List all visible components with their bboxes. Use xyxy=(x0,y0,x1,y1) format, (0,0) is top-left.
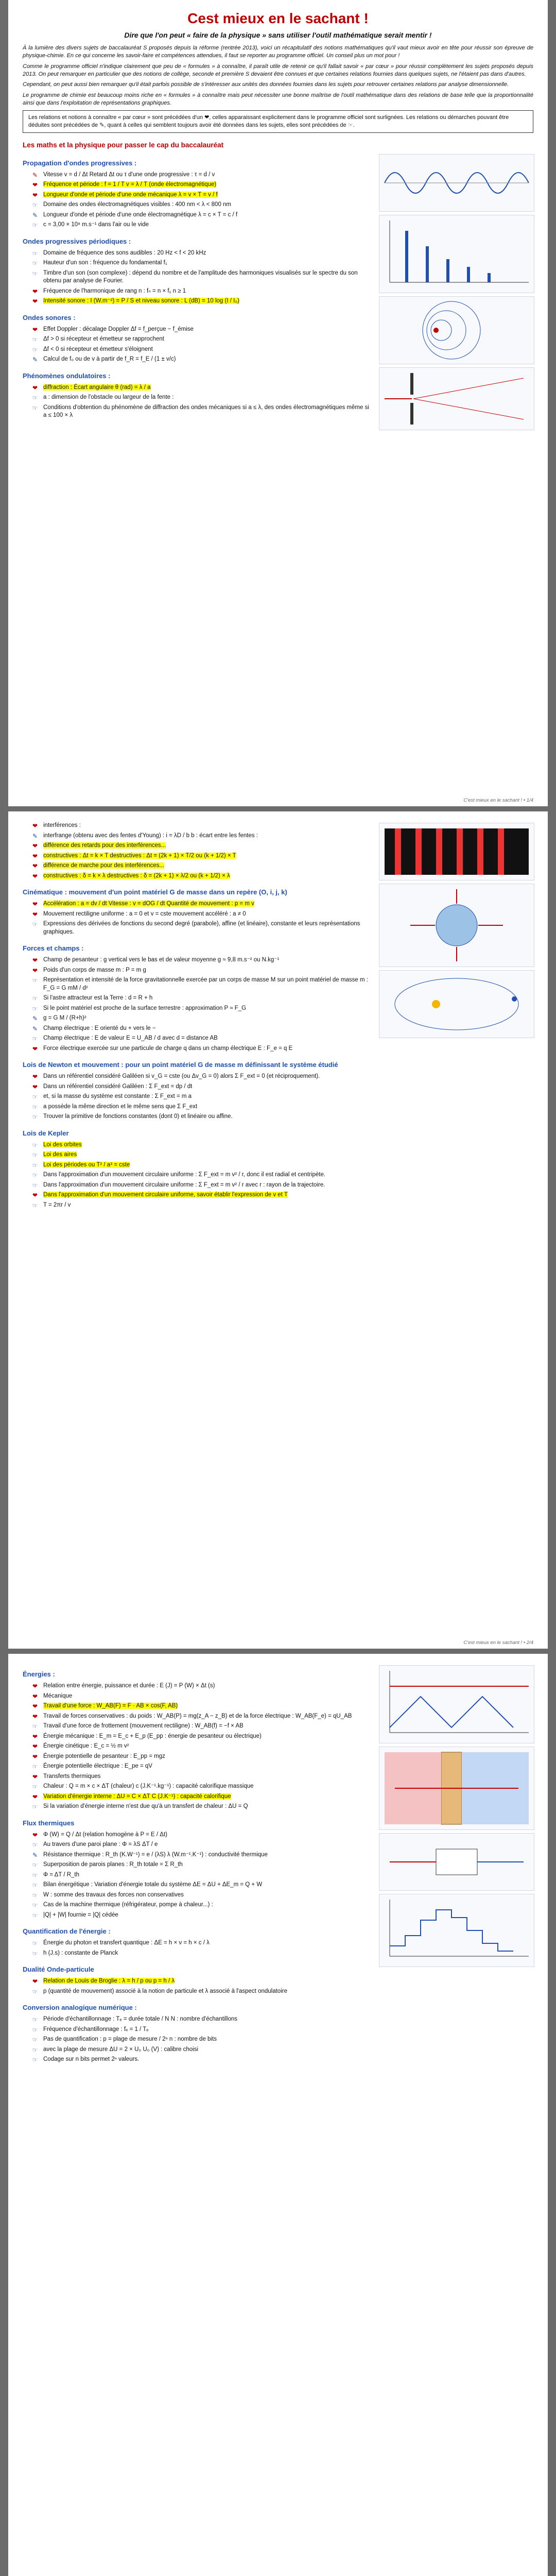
formula-item xyxy=(30,268,373,286)
formula-text: Loi des aires xyxy=(43,1151,77,1158)
intro-paragraph: À la lumière des divers sujets de baccalauréat S proposés depuis la réforme (rentrée 2013), voici un récapitulatif des notions mathématiques qu'il vaut mieux avoir en tête pour réussir son épreuve de physique-chimie. En ce qui concerne les savoir-faire et compétences attendues, il faut se reporter au programme officiel. Un conseil plus un mot pour ! xyxy=(23,45,533,59)
formula-text: Φ (W) = Q / Δt (relation homogène à P = E / Δt) xyxy=(43,1831,168,1838)
formula-text: T = 2πr / v xyxy=(43,1201,71,1208)
formula-text: Dans un référentiel considéré Galiléen : Σ F_ext = dp / dt xyxy=(43,1083,193,1090)
sections-container xyxy=(23,152,373,433)
formula-item xyxy=(30,1741,373,1752)
formula-text: Mouvement rectiligne uniforme : a = 0 et v = cste mouvement accéléré : a ≠ 0 xyxy=(43,910,246,917)
formula-text: Variation d'énergie interne : ΔU = C × ΔT C (J.K⁻¹) : capacité calorifique xyxy=(43,1793,231,1800)
formula-item xyxy=(30,1900,373,1910)
formula-text: Représentation et intensité de la force gravitationnelle exercée par un corps de masse M sur un point matériel de masse m : F_G = G mM / d² xyxy=(43,977,368,991)
formula-item xyxy=(30,1044,373,1054)
formula-text: Relation de Louis de Broglie : λ = h / p ou p = h / λ xyxy=(43,1978,175,1985)
formula-text: Transferts thermiques xyxy=(43,1773,101,1780)
pointing-hand-icon: ☞ xyxy=(32,977,38,985)
item-list xyxy=(23,1140,373,1211)
formula-item xyxy=(30,909,373,920)
pointing-hand-icon: ☞ xyxy=(32,1161,38,1169)
formula-item xyxy=(30,821,373,831)
pencil-icon: ✎ xyxy=(32,1851,38,1859)
heart-icon: ❤ xyxy=(32,1743,38,1751)
formula-item xyxy=(30,1938,373,1948)
pointing-hand-icon: ☞ xyxy=(32,1141,38,1149)
pointing-hand-icon: ☞ xyxy=(32,1005,38,1012)
pointing-hand-icon: ☞ xyxy=(32,2056,38,2064)
pointing-hand-icon: ☞ xyxy=(32,404,38,412)
formula-text: Travail d'une force : W_AB(F) = F · AB × cos(F, AB) xyxy=(43,1703,178,1709)
formula-item xyxy=(30,190,373,200)
heart-icon: ❤ xyxy=(32,910,38,918)
pointing-hand-icon: ☞ xyxy=(32,1882,38,1889)
formula-text: Intensité sonore : I (W.m⁻²) = P / S et niveau sonore : L (dB) = 10 log (I / I₀) xyxy=(43,298,239,304)
formula-item xyxy=(30,1830,373,1840)
formula-text: Hauteur d'un son : fréquence du fondamental f₁ xyxy=(43,260,167,266)
heart-icon: ❤ xyxy=(32,384,38,392)
formula-item xyxy=(30,1860,373,1870)
formula-text: |Q| + |W| fournie = |Q| cédée xyxy=(43,1911,118,1918)
pointing-hand-icon: ☞ xyxy=(32,1103,38,1111)
pointing-hand-icon: ☞ xyxy=(32,1151,38,1159)
formula-text: Longueur d'onde et période d'une onde électromagnétique λ = c × T = c / f xyxy=(43,211,238,218)
pencil-icon: ✎ xyxy=(32,1015,38,1023)
formula-item xyxy=(30,1072,373,1082)
figures-column xyxy=(379,821,533,1211)
heart-icon: ❤ xyxy=(32,191,38,199)
formula-item xyxy=(30,1160,373,1171)
pointing-hand-icon: ☞ xyxy=(32,2046,38,2054)
formula-item xyxy=(30,1890,373,1901)
heart-icon: ❤ xyxy=(32,326,38,333)
formula-text: Énergie cinétique : E_c = ½ m v² xyxy=(43,1743,129,1750)
formula-text: Loi des orbites xyxy=(43,1141,82,1148)
formula-text: interférences : xyxy=(43,822,81,828)
pointing-hand-icon: ☞ xyxy=(32,1841,38,1849)
wave-figure xyxy=(379,154,534,212)
formula-item xyxy=(30,200,373,210)
formula-text: Fréquence de l'harmonique de rang n : fₙ = n × f₁ n ≥ 1 xyxy=(43,287,186,294)
heart-icon: ❤ xyxy=(32,957,38,964)
formula-item xyxy=(30,393,373,403)
pointing-hand-icon: ☞ xyxy=(32,995,38,1003)
heart-icon: ❤ xyxy=(32,1683,38,1690)
formula-item xyxy=(30,354,373,365)
pencil-icon: ✎ xyxy=(32,1025,38,1032)
formula-item xyxy=(30,965,373,976)
formula-item xyxy=(30,286,373,297)
formula-item xyxy=(30,993,373,1004)
item-list xyxy=(23,821,373,881)
formula-item xyxy=(30,1782,373,1792)
heart-icon: ❤ xyxy=(32,852,38,860)
formula-text: Travail d'une force de frottement (mouvement rectiligne) : W_AB(f) = −f × AB xyxy=(43,1723,244,1730)
item-list xyxy=(23,325,373,365)
formula-text: Domaine des ondes électromagnétiques visibles : 400 nm < λ < 800 nm xyxy=(43,201,232,208)
heart-icon: ❤ xyxy=(32,901,38,908)
section-title: Lois de Kepler xyxy=(23,1129,69,1137)
formula-text: Longueur d'onde et période d'une onde mécanique λ = v × T = v / f xyxy=(43,191,218,198)
formula-item xyxy=(30,296,373,307)
formula-text: interfrange (obtenu avec des fentes d'Young) : i = λD / b b : écart entre les fentes : xyxy=(43,832,258,839)
part-title: Les maths et la physique pour passer le cap du baccalauréat xyxy=(23,141,224,149)
formula-text: Énergie du photon et transfert quantique : ΔE = h × ν = h × c / λ xyxy=(43,1940,210,1946)
pointing-hand-icon: ☞ xyxy=(32,336,38,344)
page-footer: C'est mieux en le sachant ! • 1/4 xyxy=(463,798,533,803)
doppler-figure xyxy=(379,296,534,364)
page-footer: C'est mieux en le sachant ! • 2/4 xyxy=(463,1640,533,1646)
formula-text: p (quantité de mouvement) associé à la notion de particule et λ associé à l'aspect ondulatoire xyxy=(43,1988,287,1994)
pointing-hand-icon: ☞ xyxy=(32,1201,38,1209)
formula-text: Codage sur n bits permet 2ⁿ valeurs. xyxy=(43,2056,140,2063)
formula-text: Vitesse v = d / Δt Retard Δt ou τ d'une onde progressive : τ = d / v xyxy=(43,171,215,178)
pencil-icon: ✎ xyxy=(32,356,38,364)
formula-text: Timbre d'un son (son complexe) : dépend du nombre et de l'amplitude des harmoniques visualisés sur le spectre du son obtenu par analyse de Fourier. xyxy=(43,269,358,284)
kepler-figure xyxy=(379,970,534,1038)
intro-paragraph: Comme le programme officiel n'indique clairement que peu de « formules » à connaître, il paraît utile de retenir ce qu'il fallait savoir « par cœur » pour réussir complètement les sujets proposés depuis 2013. On peut remarquer en particulier que des notions de collège, seconde et première S devaient être connues et que certaines relations fournies dans quelques sujets, ne l'étaient pas dans d'autres. xyxy=(23,63,533,77)
formula-text: Champ de pesanteur : g vertical vers le bas et de valeur moyenne g ≈ 9,8 m.s⁻² ou N.kg⁻¹ xyxy=(43,957,280,963)
formula-item xyxy=(30,1987,373,1997)
pointing-hand-icon: ☞ xyxy=(32,2026,38,2033)
heart-icon: ❤ xyxy=(32,1192,38,1199)
formula-item xyxy=(30,1180,373,1191)
item-list xyxy=(23,1072,373,1122)
formula-item xyxy=(30,831,373,841)
heart-icon: ❤ xyxy=(32,1793,38,1801)
heart-icon: ❤ xyxy=(32,1083,38,1091)
formula-text: Relation entre énergie, puissance et durée : E (J) = P (W) × Δt (s) xyxy=(43,1683,215,1689)
item-list xyxy=(23,1681,373,1812)
formula-text: différence de marche pour des interférences... xyxy=(43,862,165,869)
pencil-icon: ✎ xyxy=(32,171,38,179)
pointing-hand-icon: ☞ xyxy=(32,1093,38,1101)
sampling-figure xyxy=(379,1894,534,1967)
formula-item xyxy=(30,334,373,345)
pointing-hand-icon: ☞ xyxy=(32,1035,38,1043)
pointing-hand-icon: ☞ xyxy=(32,1803,38,1811)
legend-note: Les relations et notions à connaître « par cœur » sont précédées d'un ❤, celles apparaissant explicitement dans le programme officiel sont surlignées. Les relations ou démarches pouvant être déduites sont précédées de ✎, quant à celles qui semblent toujours avoir été données dans les sujets, elles sont précédées de ☞. xyxy=(23,110,533,133)
formula-item xyxy=(30,1772,373,1782)
heart-icon: ❤ xyxy=(32,842,38,850)
heart-icon: ❤ xyxy=(32,181,38,189)
formula-item xyxy=(30,1840,373,1850)
formula-text: Chaleur : Q = m × c × ΔT (chaleur) c (J.K⁻¹.kg⁻¹) : capacité calorifique massique xyxy=(43,1783,254,1790)
pointing-hand-icon: ☞ xyxy=(32,1988,38,1995)
pointing-hand-icon: ☞ xyxy=(32,2036,38,2044)
section-title: Quantification de l'énergie : xyxy=(23,1927,111,1936)
section-title: Phénomènes ondulatoires : xyxy=(23,371,111,380)
formula-text: Φ = ΔT / R_th xyxy=(43,1871,80,1878)
formula-item xyxy=(30,871,373,882)
heart-icon: ❤ xyxy=(32,967,38,974)
formula-item xyxy=(30,1092,373,1102)
formula-item xyxy=(30,1691,373,1702)
pointing-hand-icon: ☞ xyxy=(32,222,38,229)
pointing-hand-icon: ☞ xyxy=(32,1902,38,1909)
formula-item xyxy=(30,841,373,851)
item-list xyxy=(23,1976,373,1996)
formula-text: Énergie potentielle électrique : E_pe = qV xyxy=(43,1763,152,1770)
interference-figure xyxy=(379,823,534,880)
formula-item xyxy=(30,1732,373,1742)
formula-text: différence des retards pour des interférences... xyxy=(43,842,166,849)
formula-item xyxy=(30,1033,373,1044)
heart-icon: ❤ xyxy=(32,298,38,306)
formula-item xyxy=(30,220,373,230)
formula-item xyxy=(30,1024,373,1034)
section-title: Conversion analogique numérique : xyxy=(23,2004,137,2012)
formula-item xyxy=(30,258,373,268)
formula-item xyxy=(30,1802,373,1812)
heart-icon: ❤ xyxy=(32,1703,38,1710)
pointing-hand-icon: ☞ xyxy=(32,1911,38,1919)
formula-text: Dans un référentiel considéré Galiléen si v_G = cste (ou Δv_G = 0) alors Σ F_ext = 0 (et réciproquement). xyxy=(43,1073,320,1080)
section-title: Ondes sonores : xyxy=(23,313,76,321)
figures-column xyxy=(379,152,533,433)
formula-item xyxy=(30,180,373,190)
pointing-hand-icon: ☞ xyxy=(32,1113,38,1121)
pointing-hand-icon: ☞ xyxy=(32,921,38,928)
formula-item xyxy=(30,170,373,180)
formula-text: Domaine de fréquence des sons audibles : 20 Hz < f < 20 kHz xyxy=(43,249,206,256)
pointing-hand-icon: ☞ xyxy=(32,1940,38,1947)
pointing-hand-icon: ☞ xyxy=(32,1861,38,1869)
formula-item xyxy=(30,1701,373,1711)
pointing-hand-icon: ☞ xyxy=(32,394,38,402)
formula-item xyxy=(30,861,373,871)
formula-text: g = G M / (R+h)² xyxy=(43,1015,86,1022)
formula-item xyxy=(30,1102,373,1112)
formula-item xyxy=(30,2014,373,2025)
heart-icon: ❤ xyxy=(32,1733,38,1740)
formula-text: a possède la même direction et le même sens que Σ F_ext xyxy=(43,1103,198,1110)
formula-text: Champ électrique : E de valeur E = U_AB / d avec d = distance AB xyxy=(43,1035,218,1042)
formula-text: Δf > 0 si récepteur et émetteur se rapprochent xyxy=(43,336,164,343)
formula-item xyxy=(30,1870,373,1880)
document-subtitle: Dire que l'on peut « faire de la physique » sans utiliser l'outil mathématique serait mentir ! xyxy=(124,31,432,39)
section-title: Cinématique : mouvement d'un point matériel G de masse dans un repère (O, i, j, k) xyxy=(23,888,287,896)
formula-text: Effet Doppler : décalage Doppler Δf = f_perçue − f_émise xyxy=(43,326,194,332)
formula-text: constructives : Δt = k × T destructives : Δt = (2k + 1) × T/2 ou (k + 1/2) × T xyxy=(43,852,236,859)
formula-item xyxy=(30,1976,373,1987)
formula-text: Si la variation d'énergie interne n'est due qu'à un transfert de chaleur : ΔU = Q xyxy=(43,1803,248,1810)
formula-item xyxy=(30,1190,373,1200)
formula-text: Trouver la primitive de fonctions constantes (dont 0) et linéaire ou affine. xyxy=(43,1113,233,1120)
formula-item xyxy=(30,2025,373,2035)
formula-item xyxy=(30,1013,373,1024)
formula-item xyxy=(30,1850,373,1860)
formula-text: Résistance thermique : R_th (K.W⁻¹) = e / (λS) λ (W.m⁻¹.K⁻¹) : conductivité thermique xyxy=(43,1851,268,1858)
heart-icon: ❤ xyxy=(32,1045,38,1053)
formula-text: Δf < 0 si récepteur et émetteur s'éloignent xyxy=(43,346,153,352)
section-title: Propagation d'ondes progressives : xyxy=(23,159,137,167)
formula-text: Dans l'approximation d'un mouvement circulaire uniforme : Σ F_ext = m v² / r, donc il est radial et centripète. xyxy=(43,1172,326,1178)
pointing-hand-icon: ☞ xyxy=(32,2016,38,2024)
heart-icon: ❤ xyxy=(32,862,38,870)
formula-text: Cas de la machine thermique (réfrigérateur, pompe à chaleur...) : xyxy=(43,1902,213,1908)
pointing-hand-icon: ☞ xyxy=(32,201,38,209)
formula-text: Calcul de f₀ ou de v à partir de f_R = f_E / (1 ± v/c) xyxy=(43,356,176,363)
sections-container xyxy=(23,821,373,1211)
pointing-hand-icon: ☞ xyxy=(32,1891,38,1899)
formula-item xyxy=(30,1004,373,1014)
formula-item xyxy=(30,210,373,221)
formula-text: Fréquence et période : f = 1 / T v = λ / T (onde électromagnétique) xyxy=(43,181,217,188)
heart-icon: ❤ xyxy=(32,1978,38,1986)
item-list xyxy=(23,2014,373,2065)
pointing-hand-icon: ☞ xyxy=(32,1783,38,1791)
formula-item xyxy=(30,325,373,335)
formula-item xyxy=(30,1082,373,1092)
formula-text: Loi des périodes ou T² / a³ = cste xyxy=(43,1161,130,1168)
formula-item xyxy=(30,1948,373,1959)
pointing-hand-icon: ☞ xyxy=(32,1172,38,1179)
item-list xyxy=(23,955,373,1054)
machine-figure xyxy=(379,1833,534,1891)
formula-text: Travail de forces conservatives : du poids : W_AB(P) = mg(z_A − z_B) et de la force électrique : W_AB(F_e) = qU_AB xyxy=(43,1713,352,1719)
formula-item xyxy=(30,403,373,421)
formula-item xyxy=(30,1721,373,1732)
formula-text: Accélération : a = dv / dt Vitesse : v = dOG / dt Quantité de mouvement : p = m v xyxy=(43,901,254,907)
formula-text: diffraction : Écart angulaire θ (rad) = λ / a xyxy=(43,384,151,391)
formula-item xyxy=(30,1711,373,1722)
pointing-hand-icon: ☞ xyxy=(32,1871,38,1879)
formula-text: Conditions d'obtention du phénomène de diffraction des ondes mécaniques si a ≤ λ, des ondes électromagnétiques même si a ≤ 100 × λ xyxy=(43,404,369,419)
formula-item xyxy=(30,1170,373,1180)
figures-column xyxy=(379,1663,533,2065)
item-list xyxy=(23,170,373,230)
heart-icon: ❤ xyxy=(32,287,38,295)
page-1 xyxy=(8,0,548,806)
field-figure xyxy=(379,884,534,967)
formula-item xyxy=(30,1792,373,1802)
formula-text: Mécanique xyxy=(43,1692,73,1699)
spectrum-figure xyxy=(379,215,534,293)
formula-text: Pas de quantification : p = plage de mesure / 2ⁿ n : nombre de bits xyxy=(43,2036,217,2043)
formula-item xyxy=(30,851,373,861)
pointing-hand-icon: ☞ xyxy=(32,346,38,353)
formula-item xyxy=(30,899,373,909)
formula-text: Force électrique exercée sur une particule de charge q dans un champ électrique E : F_e = q E xyxy=(43,1045,293,1052)
formula-text: Superposition de parois planes : R_th totale = Σ R_th xyxy=(43,1861,183,1868)
formula-text: constructives : δ = k × λ destructives : δ = (2k + 1) × λ/2 ou (k + 1/2) × λ xyxy=(43,872,230,879)
formula-item xyxy=(30,919,373,937)
formula-item xyxy=(30,975,373,993)
formula-text: a : dimension de l'obstacle ou largeur de la fente : xyxy=(43,394,174,401)
intro-paragraph: Le programme de chimie est beaucoup moins riche en « formules » à connaître mais peut nécessiter une bonne maîtrise de l'outil mathématique dans des relations de base telle que la proportionnalité ainsi que dans l'exploitation de représentations graphiques. xyxy=(23,92,533,107)
formula-text: Dans l'approximation d'un mouvement circulaire uniforme : Σ F_ext = m v² / r avec r : rayon de la trajectoire. xyxy=(43,1181,325,1188)
formula-text: et, si la masse du système est constante : Σ F_ext = m a xyxy=(43,1093,192,1100)
formula-text: Poids d'un corps de masse m : P = m g xyxy=(43,967,146,973)
formula-item xyxy=(30,2045,373,2055)
formula-text: Au travers d'une paroi plane : Φ = λS ΔT / e xyxy=(43,1841,158,1848)
pencil-icon: ✎ xyxy=(32,832,38,840)
formula-item xyxy=(30,2035,373,2045)
item-list xyxy=(23,899,373,937)
formula-text: W : somme des travaux des forces non conservatives xyxy=(43,1891,184,1898)
sections-container xyxy=(23,1663,373,2065)
page-3 xyxy=(8,1654,548,2576)
formula-text: Énergie mécanique : E_m = E_c + E_p (E_pp : énergie de pesanteur ou électrique) xyxy=(43,1733,262,1739)
formula-text: Expressions des dérivées de fonctions du second degré (parabole), affine (et linéaire), constante et leurs représentations graphiques. xyxy=(43,921,360,935)
section-title: Lois de Newton et mouvement : pour un point matériel G de masse m définissant le système étudié xyxy=(23,1061,338,1069)
section-title: Flux thermiques xyxy=(23,1819,75,1827)
formula-text: Énergie potentielle de pesanteur : E_pp = mgz xyxy=(43,1753,165,1759)
heart-icon: ❤ xyxy=(32,1773,38,1781)
formula-item xyxy=(30,1752,373,1762)
formula-item xyxy=(30,383,373,393)
pointing-hand-icon: ☞ xyxy=(32,1950,38,1957)
formula-item xyxy=(30,955,373,965)
formula-text: c = 3,00 × 10⁸ m.s⁻¹ dans l'air ou le vide xyxy=(43,222,149,228)
section-title: Forces et champs : xyxy=(23,944,84,953)
pointing-hand-icon: ☞ xyxy=(32,260,38,267)
section-title: Dualité Onde-particule xyxy=(23,1965,94,1974)
heart-icon: ❤ xyxy=(32,1692,38,1700)
formula-text: Période d'échantillonnage : Tₑ = durée totale / N N : nombre d'échantillons xyxy=(43,2016,238,2023)
formula-text: h (J.s) : constante de Planck xyxy=(43,1950,118,1956)
formula-text: Si l'astre attracteur est la Terre : d = R + h xyxy=(43,995,153,1002)
formula-item xyxy=(30,1880,373,1890)
intro xyxy=(23,44,533,107)
pointing-hand-icon: ☞ xyxy=(32,1181,38,1189)
pencil-icon: ✎ xyxy=(32,211,38,219)
pointing-hand-icon: ☞ xyxy=(32,269,38,277)
formula-text: Si le point matériel est proche de la surface terrestre : approximation P ≈ F_G xyxy=(43,1005,247,1011)
intro-paragraph: Cependant, on peut aussi bien remarquer qu'il était parfois possible de s'intéresser aux unités des données fournies dans les sujets pour retrouver certaines relations par analyse dimensionnelle. xyxy=(23,81,509,88)
formula-text: Dans l'approximation d'un mouvement circulaire uniforme, savoir établir l'expression de v et T xyxy=(43,1192,288,1198)
item-list xyxy=(23,1938,373,1958)
formula-item xyxy=(30,1150,373,1160)
heart-icon: ❤ xyxy=(32,1713,38,1720)
formula-item xyxy=(30,2055,373,2065)
energy-graph-figure xyxy=(379,1665,534,1743)
pointing-hand-icon: ☞ xyxy=(32,1723,38,1731)
heart-icon: ❤ xyxy=(32,1073,38,1081)
heart-icon: ❤ xyxy=(32,872,38,880)
formula-item xyxy=(30,1140,373,1150)
item-list xyxy=(23,383,373,421)
formula-text: avec la plage de mesure ΔU = 2 × U₀ U₀ (V) : calibre choisi xyxy=(43,2046,199,2053)
formula-item xyxy=(30,1112,373,1122)
formula-item xyxy=(30,1200,373,1211)
item-list xyxy=(23,1830,373,1921)
formula-item xyxy=(30,1681,373,1691)
formula-item xyxy=(30,1761,373,1772)
page-2 xyxy=(8,811,548,1649)
formula-item xyxy=(30,1910,373,1921)
formula-text: Fréquence d'échantillonnage : fₑ = 1 / Tₑ xyxy=(43,2026,149,2032)
pointing-hand-icon: ☞ xyxy=(32,249,38,257)
heart-icon: ❤ xyxy=(32,822,38,829)
pointing-hand-icon: ☞ xyxy=(32,1763,38,1771)
formula-text: Champ électrique : E orienté du + vers le − xyxy=(43,1025,156,1031)
heart-icon: ❤ xyxy=(32,1753,38,1760)
document-title: Cest mieux en le sachant ! xyxy=(187,10,369,26)
formula-item xyxy=(30,345,373,355)
formula-item xyxy=(30,248,373,259)
section-title: Ondes progressives périodiques : xyxy=(23,237,131,245)
item-list xyxy=(23,248,373,307)
heart-icon: ❤ xyxy=(32,1831,38,1839)
diffraction-figure xyxy=(379,367,534,430)
thermal-wall-figure xyxy=(379,1747,534,1830)
section-title: Énergies : xyxy=(23,1670,55,1678)
formula-text: Bilan énergétique : Variation d'énergie totale du système ΔE = ΔU + ΔE_m = Q + W xyxy=(43,1882,263,1888)
